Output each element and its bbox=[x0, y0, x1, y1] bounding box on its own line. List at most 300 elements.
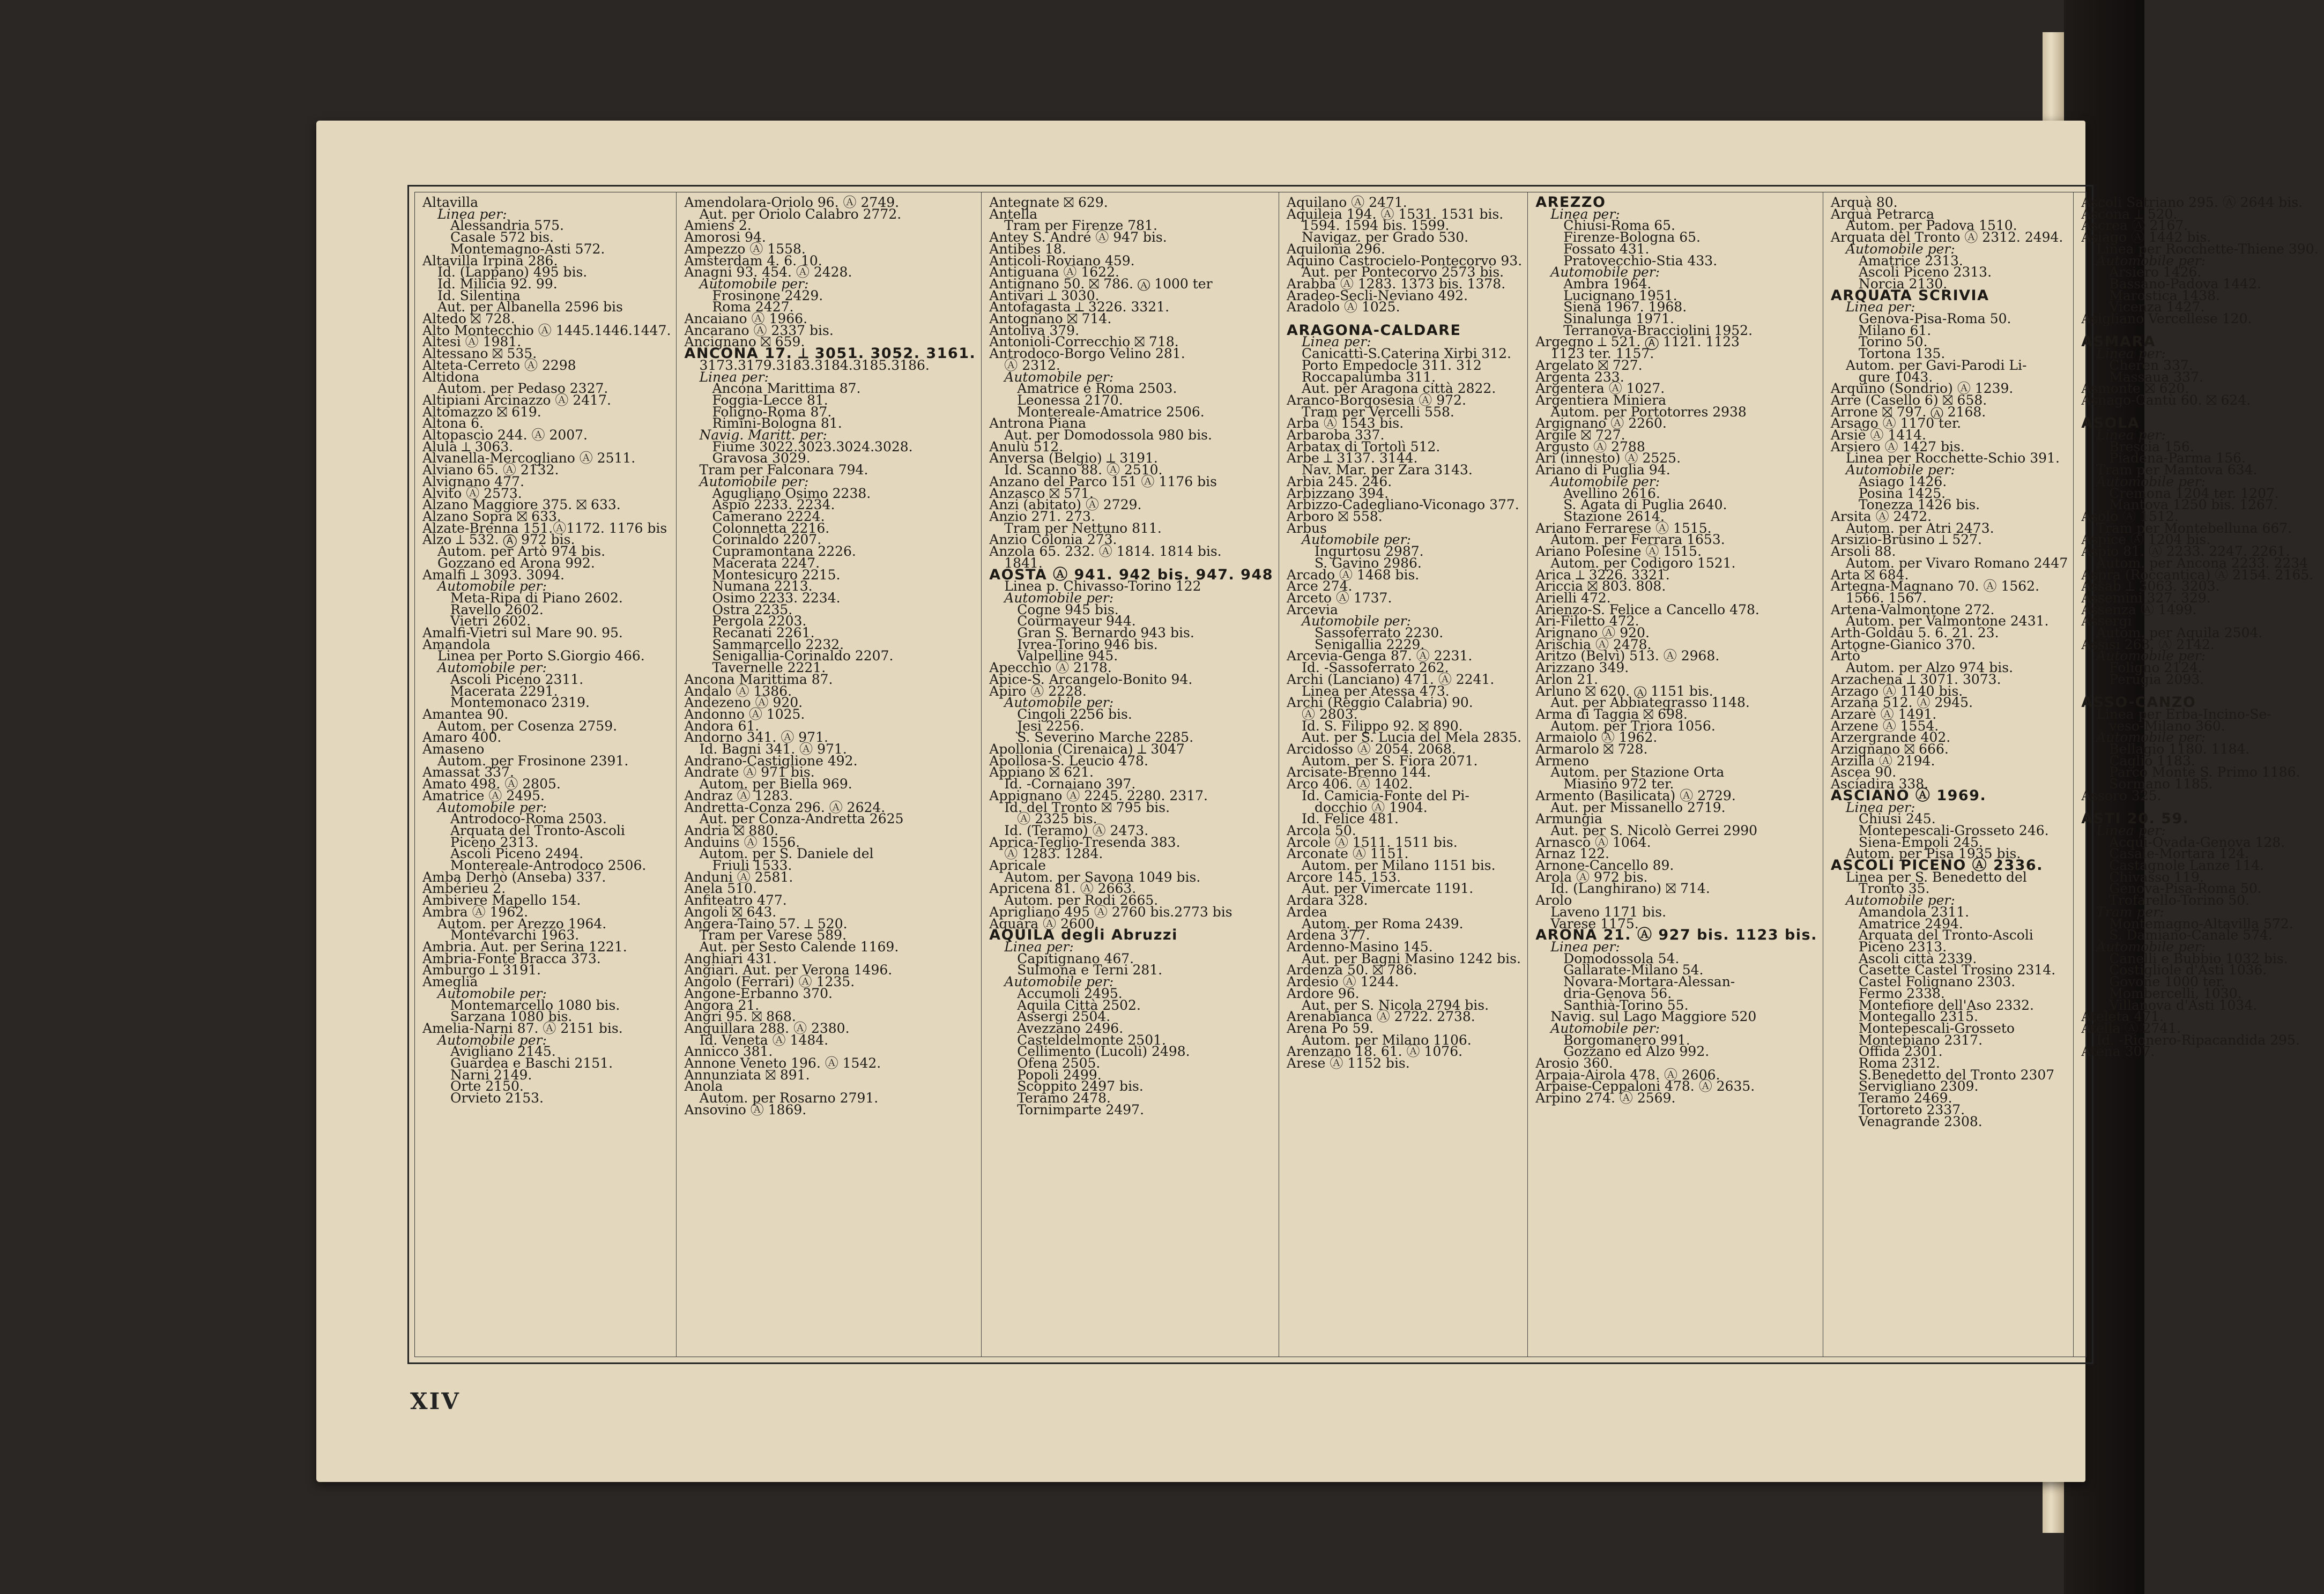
index-entry: Amandola bbox=[422, 636, 491, 652]
index-entry: Costigliole d'Asti 1036. bbox=[2109, 962, 2267, 978]
index-entry: Aut. per Albanella 2596 bis bbox=[437, 299, 623, 315]
index-entry: Castel Folignano 2303. bbox=[1858, 974, 2016, 990]
index-entry: Teramo 2469. bbox=[1858, 1090, 1952, 1106]
index-entry: Arzergrande 402. bbox=[1830, 729, 1951, 746]
index-entry: Aquino Castrocielo-Pontecorvo 93. bbox=[1287, 252, 1523, 269]
index-entry: Sinalunga 1971. bbox=[1563, 311, 1674, 327]
index-entry: Aquilano Ⓐ 2471. bbox=[1287, 195, 1407, 210]
index-entry: Arta ⛝ 684. bbox=[1830, 567, 1909, 583]
index-entry: Autom. per Rosarno 2791. bbox=[699, 1090, 879, 1106]
index-entry: Ⓐ 1283. 1284. bbox=[1004, 846, 1103, 862]
index-entry: Tortona 135. bbox=[1858, 346, 1946, 362]
index-entry: Aut. per Pontecorvo 2573 bis. bbox=[1302, 264, 1504, 280]
index-entry: Alvito Ⓐ 2573. bbox=[422, 485, 522, 501]
index-entry: Navig. sul Lago Maggiore 520 bbox=[1550, 1009, 1757, 1025]
index-entry: Alzano Maggiore 375. ⛝ 633. bbox=[422, 497, 621, 513]
index-entry: Aut. per Missanello 2719. bbox=[1550, 799, 1726, 815]
index-entry: Id. Bagni 341. Ⓐ 971. bbox=[699, 741, 847, 757]
index-entry: Automobile per: bbox=[437, 985, 547, 1001]
index-entry: Linea per: bbox=[2096, 822, 2166, 838]
index-entry: 1566. 1567. bbox=[1845, 590, 1927, 606]
index-entry: Antignano 50. ⛝ 786. Ⓐ 1000 ter bbox=[989, 275, 1213, 292]
index-entry: Autom. per Triora 1056. bbox=[1550, 718, 1716, 734]
index-entry: Amassat 337. bbox=[422, 764, 514, 780]
index-entry: Genova-Pisa-Roma 50. bbox=[2109, 881, 2262, 897]
index-entry: Foligno 2124. bbox=[2109, 660, 2202, 676]
index-entry: Linea per: bbox=[1550, 939, 1620, 955]
index-entry: Arre (Casello 6) ⛝ 658. bbox=[1830, 392, 1987, 408]
index-entry: Tram per Varese 589. bbox=[699, 927, 847, 943]
index-entry: Canicattì-S.Caterina Xirbi 312. bbox=[1302, 346, 1511, 362]
index-entry: Antofagasta ⟂ 3226. 3321. bbox=[989, 299, 1170, 315]
index-entry: Id. (Teramo) Ⓐ 2473. bbox=[1004, 822, 1149, 838]
index-entry: Asiago Ⓐ 1442 bis. bbox=[2081, 229, 2211, 245]
index-entry: Apricale bbox=[989, 858, 1046, 874]
index-entry: Assemini 327. 329. bbox=[2081, 590, 2211, 606]
index-entry: Armeno bbox=[1535, 753, 1589, 769]
index-entry: Automobile per: bbox=[1845, 241, 1955, 257]
index-entry: Chiusi-Roma 65. bbox=[1563, 218, 1675, 234]
index-entry: Argignano Ⓐ 2260. bbox=[1535, 415, 1667, 431]
index-entry: Id. (Lappano) 495 bis. bbox=[437, 264, 588, 280]
index-entry: Asiago 1426. bbox=[1858, 473, 1947, 489]
index-entry: Agugliano Osimo 2238. bbox=[712, 485, 871, 501]
index-entry: Amiens 2. bbox=[684, 218, 752, 234]
index-entry: Amalfi-Vietri sul Mare 90. 95. bbox=[422, 625, 623, 641]
index-entry: Alessandria 575. bbox=[450, 218, 564, 234]
index-entry: Villanova d'Asti 1034. bbox=[2109, 997, 2258, 1013]
index-entry: Artò bbox=[1830, 648, 1860, 664]
index-entry: Antiguana Ⓐ 1622. bbox=[989, 264, 1119, 280]
index-entry: Ascona ⟂ 520. bbox=[2081, 206, 2178, 222]
index-entry: Linea per: bbox=[2096, 346, 2166, 362]
index-entry: Navig. Maritt. per: bbox=[699, 427, 827, 443]
index-entry: Borgomanero 991. bbox=[1563, 1032, 1690, 1048]
index-entry: Automobile per: bbox=[2096, 648, 2206, 664]
index-entry: Numana 2213. bbox=[712, 578, 813, 594]
index-entry: Miasino 972 ter. bbox=[1563, 776, 1674, 792]
index-entry: Arsita Ⓐ 2472. bbox=[1830, 508, 1932, 524]
index-entry: Corinaldo 2207. bbox=[712, 532, 822, 548]
index-entry: Linea per: bbox=[1550, 206, 1620, 222]
index-entry: Cupramontana 2226. bbox=[712, 543, 856, 560]
index-column-3 bbox=[982, 192, 1279, 1357]
index-entry: Amsterdam 4. 6. 10. bbox=[684, 252, 822, 269]
index-entry: Novara-Mortara-Alessan- bbox=[1563, 974, 1735, 990]
index-entry: Id. -Cornaiano 397. bbox=[1004, 776, 1136, 792]
index-entry: Andorno 341. Ⓐ 971. bbox=[684, 729, 828, 746]
index-entry: Amatrice 2313. bbox=[1858, 252, 1963, 269]
index-entry: Apricena 81. Ⓐ 2663. bbox=[989, 881, 1137, 897]
index-entry: Argentera Ⓐ 1027. bbox=[1535, 381, 1665, 397]
index-entry: Roma 2312. bbox=[1858, 1055, 1940, 1071]
index-entry: Antrodoco-Roma 2503. bbox=[450, 811, 607, 827]
index-entry: Id. del Tronto ⛝ 795 bis. bbox=[1004, 799, 1170, 815]
index-entry: Automobile per: bbox=[1004, 590, 1114, 606]
index-entry: Apice-S. Arcangelo-Bonito 94. bbox=[989, 671, 1193, 687]
index-entry: Gravosa 3029. bbox=[712, 450, 811, 466]
index-entry: Id. Felice 481. bbox=[1302, 811, 1399, 827]
index-entry: Bellagio 1180. 1184. bbox=[2109, 741, 2250, 757]
index-entry: Automobile per: bbox=[1550, 1020, 1660, 1036]
index-entry: Andonno Ⓐ 1025. bbox=[684, 706, 805, 722]
index-entry: Montemarcello 1080 bis. bbox=[450, 997, 620, 1013]
index-entry: Apecchio Ⓐ 2178. bbox=[989, 660, 1112, 676]
index-entry: Argenta 233. bbox=[1535, 369, 1624, 385]
index-entry: Automobile per: bbox=[1004, 974, 1114, 990]
index-column-5 bbox=[1528, 192, 1823, 1357]
index-entry: Apollonia (Cirenaica) ⟂ 3047 bbox=[989, 741, 1185, 757]
index-column-7 bbox=[2074, 192, 2323, 1357]
index-heading: AREZZO bbox=[1535, 194, 1606, 211]
index-entry: Arnaz 122. bbox=[1535, 846, 1609, 862]
index-entry: Aquila Città 2502. bbox=[1017, 997, 1141, 1013]
index-entry: Arquà Petrarca bbox=[1830, 206, 1935, 222]
index-entry: Automobile per: bbox=[1302, 532, 1411, 548]
index-entry: S. Severino Marche 2285. bbox=[1017, 729, 1194, 746]
index-entry: Linea per Erba-Incino-Se- bbox=[2096, 706, 2271, 722]
index-entry: Andria ⛝ 880. bbox=[684, 822, 779, 838]
index-entry: Montereale-Antrodoco 2506. bbox=[450, 858, 647, 874]
index-entry: Valpelline 945. bbox=[1017, 648, 1118, 664]
index-entry: Montemonaco 2319. bbox=[450, 695, 590, 711]
index-entry: Montemagno-Asti 572. bbox=[450, 241, 605, 257]
index-entry: Montevarchi 1963. bbox=[450, 927, 580, 943]
index-entry: Ariano Ferrarese Ⓐ 1515. bbox=[1535, 520, 1712, 536]
index-entry: Varese 1175. bbox=[1550, 915, 1639, 932]
index-entry: Frosinone 2429. bbox=[712, 287, 823, 303]
index-entry: Assenza Ⓐ 1499. bbox=[2081, 601, 2197, 617]
index-entry: Jesi 2256. bbox=[1017, 718, 1085, 734]
index-entry: Ameglia bbox=[422, 974, 478, 990]
index-entry: Autom. per Frosinone 2391. bbox=[437, 753, 629, 769]
index-column-2 bbox=[677, 192, 982, 1357]
index-entry: Alto Montecchio Ⓐ 1445.1446.1447. bbox=[422, 322, 671, 338]
index-entry: Camerano 2224. bbox=[712, 508, 825, 524]
index-entry: Ariano Polesine Ⓐ 1515. bbox=[1535, 543, 1702, 560]
index-entry: Autom. per Ancona 2233. 2234 bbox=[2096, 555, 2308, 571]
index-entry: Senigallia 2229. bbox=[1315, 636, 1425, 652]
index-entry: Arienzo-S. Felice a Cancello 478. bbox=[1535, 601, 1759, 617]
index-entry: Accumoli 2495. bbox=[1017, 985, 1123, 1001]
index-entry: Aut. per Conza-Andretta 2625 bbox=[699, 811, 904, 827]
index-entry: Autom. per Ferrara 1653. bbox=[1550, 532, 1725, 548]
index-entry: Ⓐ 2325 bis. bbox=[1017, 811, 1097, 827]
index-entry: Automobile per: bbox=[1302, 613, 1411, 629]
index-entry: Ardesio Ⓐ 1244. bbox=[1287, 974, 1399, 990]
index-entry: Cogne 945 bis. bbox=[1017, 601, 1119, 617]
index-entry: Linea per: bbox=[1004, 939, 1074, 955]
index-entry: Arbaroba 337. bbox=[1287, 427, 1385, 443]
index-entry: Brescia 156. bbox=[2109, 438, 2194, 455]
index-entry: Anduins Ⓐ 1556. bbox=[684, 834, 800, 850]
index-entry: Angone-Erbanno 370. bbox=[684, 985, 833, 1001]
index-entry: Stazione 2614. bbox=[1563, 508, 1665, 524]
index-entry: Autom. per Vivaro Romano 2447 bbox=[1845, 555, 2068, 571]
index-entry: Anzano del Parco 151 Ⓐ 1176 bis bbox=[989, 473, 1217, 489]
index-entry: Aut. per Vimercate 1191. bbox=[1302, 881, 1474, 897]
index-entry: Avellino 2616. bbox=[1563, 485, 1660, 501]
index-entry: Piceno 2313. bbox=[1858, 939, 1947, 955]
index-heading: ASSO-CANZO bbox=[2081, 694, 2196, 711]
index-entry: Ambérieu 2. bbox=[422, 881, 506, 897]
index-entry: Pergola 2203. bbox=[712, 613, 807, 629]
index-entry: Sormano 1185. bbox=[2109, 776, 2213, 792]
index-column-4 bbox=[1279, 192, 1528, 1357]
index-entry: Amandola 2311. bbox=[1858, 904, 1970, 920]
index-entry: Anola bbox=[684, 1078, 723, 1094]
index-entry: Fermo 2338. bbox=[1858, 985, 1945, 1001]
index-entry: Id. Veneta Ⓐ 1484. bbox=[699, 1032, 829, 1048]
index-entry: Angoli ⛝ 643. bbox=[684, 904, 777, 920]
index-entry: Tram per: bbox=[2096, 904, 2164, 920]
index-entry: Alzo ⟂ 532. Ⓐ 972 bis. bbox=[422, 532, 575, 548]
index-entry: Alvanella-Mercogliano Ⓐ 2511. bbox=[422, 450, 636, 466]
index-entry: Casette Castel Trosino 2314. bbox=[1858, 962, 2056, 978]
index-entry: Laveno 1171 bis. bbox=[1550, 904, 1667, 920]
index-entry: Amendolara-Oriolo 96. Ⓐ 2749. bbox=[684, 195, 900, 210]
index-entry: Arosio 360. bbox=[1535, 1055, 1613, 1071]
index-entry: Altedo ⛝ 728. bbox=[422, 311, 515, 327]
index-entry: Annunziata ⛝ 891. bbox=[684, 1067, 810, 1083]
index-entry: Anguillara 288. Ⓐ 2380. bbox=[684, 1020, 850, 1036]
index-entry: Anela 510. bbox=[684, 881, 757, 897]
index-entry: Anfiteatro 477. bbox=[684, 892, 787, 908]
index-entry: Automobile per: bbox=[437, 660, 547, 676]
index-entry: Autom. per Roma 2439. bbox=[1302, 915, 1464, 932]
index-entry: Mantova 1250 bis. 1267. bbox=[2109, 497, 2278, 513]
index-entry: Automobile per: bbox=[2096, 939, 2206, 955]
index-entry: Norcia 2130. bbox=[1858, 275, 1948, 292]
index-entry: Montemagno-Altavilla 572. bbox=[2109, 915, 2293, 932]
index-entry: Annicco 381. bbox=[684, 1044, 773, 1060]
index-entry: Arpino 274. Ⓐ 2569. bbox=[1535, 1090, 1676, 1106]
index-entry: Narni 2149. bbox=[450, 1067, 532, 1083]
index-entry: Automobile per: bbox=[437, 578, 547, 594]
index-entry: Genova-Pisa-Roma 50. bbox=[1858, 311, 2011, 327]
index-entry: Roccapalumba 311. bbox=[1302, 369, 1436, 385]
index-entry: Gozzano ed Arona 992. bbox=[437, 555, 595, 571]
index-entry: Anzi (abitato) Ⓐ 2729. bbox=[989, 497, 1142, 513]
index-entry: Linea per Atessa 473. bbox=[1302, 683, 1450, 699]
index-entry: Ariano di Puglia 94. bbox=[1535, 462, 1670, 478]
index-entry: Arba Ⓐ 1543 bis. bbox=[1287, 415, 1404, 431]
index-entry: Linea per S. Benedetto del bbox=[1845, 869, 2027, 885]
index-entry: Ravello 2602. bbox=[450, 601, 544, 617]
index-entry: Ariccia ⛝ 803. 808. bbox=[1535, 578, 1666, 594]
index-entry: Linea per: bbox=[2096, 427, 2166, 443]
index-entry: Automobile per: bbox=[2096, 473, 2206, 489]
index-entry: Linea per: bbox=[1845, 299, 1915, 315]
index-entry: Altona 6. bbox=[422, 415, 484, 431]
index-entry: Ostra 2235. bbox=[712, 601, 793, 617]
index-entry: Arzarè Ⓐ 1491. bbox=[1830, 706, 1937, 722]
index-entry: Tram per Vercelli 558. bbox=[1302, 404, 1454, 420]
index-entry: Altavilla Irpina 286. bbox=[422, 252, 558, 269]
index-entry: Arsizio-Brusino ⟂ 527. bbox=[1830, 532, 1983, 548]
index-entry: Antey S. André Ⓐ 947 bis. bbox=[989, 229, 1167, 245]
index-entry: Argusto Ⓐ 2788 bbox=[1535, 438, 1645, 455]
index-entry: Guardea e Baschi 2151. bbox=[450, 1055, 613, 1071]
index-entry: Servigliano 2309. bbox=[1858, 1078, 1979, 1094]
index-entry: Aut. per S. Nicolò Gerrei 2990 bbox=[1550, 822, 1758, 838]
index-entry: Angora 21. bbox=[684, 997, 760, 1013]
index-entry: Gran S. Bernardo 943 bis. bbox=[1017, 625, 1194, 641]
index-entry: Ascíadira 338. bbox=[1830, 776, 1929, 792]
index-entry: Foligno-Roma 87. bbox=[712, 404, 832, 420]
index-entry: Automobile per: bbox=[2096, 729, 2206, 746]
index-entry: Anghiari 431. bbox=[684, 950, 777, 966]
index-entry: Amantea 90. bbox=[422, 706, 509, 722]
index-entry: Aspio 2233. 2234. bbox=[712, 497, 835, 513]
index-entry: Aradolo Ⓐ 1025. bbox=[1287, 299, 1400, 315]
index-entry: Casale 572 bis. bbox=[450, 229, 554, 245]
index-entry: Andora 61. bbox=[684, 718, 760, 734]
index-entry: 3173.3179.3183.3184.3185.3186. bbox=[699, 357, 930, 373]
index-entry: Automobile per: bbox=[699, 473, 809, 489]
index-entry: Asolo Ⓐ 1512. bbox=[2081, 508, 2179, 524]
index-entry: Altesi Ⓐ 1981. bbox=[422, 334, 522, 350]
index-entry: Senigallia-Corinaldo 2207. bbox=[712, 648, 894, 664]
index-entry: Tram per Mantova 634. bbox=[2096, 462, 2258, 478]
index-entry: Montegallo 2315. bbox=[1858, 1009, 1978, 1025]
index-entry: Andrano-Castiglione 492. bbox=[684, 753, 858, 769]
index-entry: Sammarcello 2232. bbox=[712, 636, 844, 652]
index-entry: Armento (Basilicata) Ⓐ 2729. bbox=[1535, 787, 1736, 803]
index-entry: Arcado Ⓐ 1468 bis. bbox=[1287, 567, 1420, 583]
index-entry: S. Agata di Puglia 2640. bbox=[1563, 497, 1727, 513]
index-entry: Anversa (Belgio) ⟂ 3191. bbox=[989, 450, 1158, 466]
index-entry: Arabba Ⓐ 1283. 1373 bis. 1378. bbox=[1287, 275, 1506, 292]
index-entry: Caglio 1183. bbox=[2109, 753, 2195, 769]
index-entry: Arzago Ⓐ 1140 bis. bbox=[1830, 683, 1963, 699]
index-entry: Amato 498. Ⓐ 2805. bbox=[422, 776, 561, 792]
index-entry: Amburgo ⟂ 3191. bbox=[422, 962, 541, 978]
index-entry: Friuli 1533. bbox=[712, 858, 792, 874]
index-entry: Ancona Marittima 87. bbox=[684, 671, 833, 687]
index-entry: gure 1043. bbox=[1858, 369, 1933, 385]
index-entry: docchio Ⓐ 1904. bbox=[1315, 799, 1428, 815]
index-entry: Arzachena ⟂ 3071. 3073. bbox=[1830, 671, 2001, 687]
index-entry: Anticoli-Roviano 459. bbox=[989, 252, 1135, 269]
index-entry: Vicenza 1427. bbox=[2109, 299, 2205, 315]
index-entry: 1841. bbox=[1004, 555, 1043, 571]
index-entry: Ardea bbox=[1287, 904, 1327, 920]
index-entry: Asnago-Cantù 60. ⛝ 624. bbox=[2081, 392, 2251, 408]
index-entry: Roma 2427. bbox=[712, 299, 794, 315]
index-entry: Vietri 2602. bbox=[450, 613, 531, 629]
index-entry: Automobile per: bbox=[1004, 369, 1114, 385]
index-entry: Alzano Sopra ⛝ 633. bbox=[422, 508, 561, 524]
index-entry: Arcisate-Brenno 144. bbox=[1287, 764, 1431, 780]
index-entry: Domodossola 54. bbox=[1563, 950, 1680, 966]
index-entry: Gallarate-Milano 54. bbox=[1563, 962, 1704, 978]
index-entry: Siena 1967. 1968. bbox=[1563, 299, 1687, 315]
index-entry: Automobile per: bbox=[437, 799, 547, 815]
index-entry: Id. -Rionero-Ripacandida 295. bbox=[2096, 1032, 2300, 1048]
index-entry: Siena-Empoli 245. bbox=[1858, 834, 1983, 850]
index-heading: ASCOLI PICENO Ⓐ 2336. bbox=[1830, 857, 2043, 874]
index-entry: Offida 2301. bbox=[1858, 1044, 1943, 1060]
index-entry: Chiusi 245. bbox=[1858, 811, 1936, 827]
index-entry: Artena-Valmontone 272. bbox=[1830, 601, 1995, 617]
index-entry: Amatrice e Roma 2503. bbox=[1017, 381, 1177, 397]
index-entry: Aranco-Borgosesia Ⓐ 972. bbox=[1287, 392, 1466, 408]
index-heading: ASMARA bbox=[2081, 333, 2156, 351]
index-entry: Arolo bbox=[1535, 892, 1572, 908]
index-entry: Aut. per Abbiategrasso 1148. bbox=[1550, 695, 1750, 711]
index-entry: Altidona bbox=[422, 369, 480, 385]
index-entry: Mombercelli, 1030. bbox=[2109, 985, 2242, 1001]
index-entry: Id. Scanno 88. Ⓐ 2510. bbox=[1004, 462, 1163, 478]
index-entry: Angera-Taino 57. ⟂ 520. bbox=[684, 915, 848, 932]
index-entry: Autom. per Savona 1049 bis. bbox=[1004, 869, 1201, 885]
index-entry: Popoli 2499. bbox=[1017, 1067, 1102, 1083]
index-entry: Automobile per: bbox=[2096, 252, 2206, 269]
index-entry: Alvignano 477. bbox=[422, 473, 524, 489]
index-entry: Arcole Ⓐ 1511. 1511 bis. bbox=[1287, 834, 1458, 850]
index-entry: Arica ⟂ 3226. 3321. bbox=[1535, 567, 1670, 583]
index-entry: Canelli e Bubbio 1032 bis. bbox=[2109, 950, 2288, 966]
index-entry: Arquino (Sondrio) Ⓐ 1239. bbox=[1830, 381, 2014, 397]
index-entry: Arzene Ⓐ 1554. bbox=[1830, 718, 1939, 734]
index-entry: Arese Ⓐ 1152 bis. bbox=[1287, 1055, 1410, 1071]
index-entry: Autom. per Stazione Orta bbox=[1550, 764, 1725, 780]
index-entry: Aut. per Domodossola 980 bis. bbox=[1004, 427, 1212, 443]
index-entry: Autom. per Biella 969. bbox=[699, 776, 852, 792]
index-entry: Aprica-Teglio-Tresenda 383. bbox=[989, 834, 1180, 850]
index-entry: Amorosi 94. bbox=[684, 229, 766, 245]
index-entry: Artegna-Magnano 70. Ⓐ 1562. bbox=[1830, 578, 2040, 594]
index-entry: Linea per: bbox=[1845, 799, 1915, 815]
index-entry: Amalfi ⟂ 3093. 3094. bbox=[422, 567, 565, 583]
index-entry: Ari-Filetto 472. bbox=[1535, 613, 1639, 629]
index-entry: Linea per Porto S.Giorgio 466. bbox=[437, 648, 645, 664]
index-entry: Fossato 431. bbox=[1563, 241, 1650, 257]
index-entry: Anagni 93. 454. Ⓐ 2428. bbox=[684, 264, 852, 280]
index-entry: Autom. per Codigoro 1521. bbox=[1550, 555, 1736, 571]
index-entry: Armarolo ⛝ 728. bbox=[1535, 741, 1648, 757]
index-entry: Arignano Ⓐ 920. bbox=[1535, 625, 1650, 641]
index-entry: Navigaz. per Grado 530. bbox=[1302, 229, 1469, 245]
index-entry: Aspice Ⓐ 1204 bis. bbox=[2081, 532, 2211, 548]
index-entry: Arenabianca Ⓐ 2722. 2738. bbox=[1287, 1009, 1475, 1025]
index-entry: Archi (Lanciano) 471. Ⓐ 2241. bbox=[1287, 671, 1495, 687]
index-entry: Ancona Marittima 87. bbox=[712, 381, 861, 397]
index-entry: Linea per Rocchette-Thiene 390. bbox=[2096, 241, 2319, 257]
index-entry: Atella Ⓐ 2741. bbox=[2081, 1020, 2181, 1036]
index-entry: Ambria. Aut. per Serina 1221. bbox=[422, 939, 627, 955]
index-entry: Montepescali-Grosseto 246. bbox=[1858, 822, 2049, 838]
index-entry: Leonessa 2170. bbox=[1017, 392, 1123, 408]
index-entry: Autom. per Pedaso 2327. bbox=[437, 381, 608, 397]
index-entry: Asigliano Vercellese 120. bbox=[2081, 311, 2252, 327]
index-entry: Linea per Rocchette-Schio 391. bbox=[1845, 450, 2060, 466]
index-entry: Asmonte ⛝ 620. bbox=[2081, 381, 2189, 397]
index-heading: ARAGONA-CALDARE bbox=[1287, 322, 1461, 339]
index-entry: Tortoreto 2337. bbox=[1858, 1101, 1965, 1118]
index-entry: Antella bbox=[989, 206, 1038, 222]
index-entry: Tonezza 1426 bis. bbox=[1858, 497, 1980, 513]
index-entry: Amelia-Narni 87. Ⓐ 2151 bis. bbox=[422, 1020, 623, 1036]
index-entry: Linea per: bbox=[1302, 334, 1371, 350]
index-entry: Castagnole Lanze 114. bbox=[2109, 858, 2264, 874]
index-entry: Altessano ⛝ 535. bbox=[422, 346, 537, 362]
index-entry: Aut. per Aragona città 2822. bbox=[1302, 381, 1496, 397]
index-entry: Arena Po 59. bbox=[1287, 1020, 1374, 1036]
index-entry: Aut. per S. Nicola 2794 bis. bbox=[1302, 997, 1489, 1013]
index-entry: Arcevia-Genga 87. Ⓐ 2231. bbox=[1287, 648, 1473, 664]
